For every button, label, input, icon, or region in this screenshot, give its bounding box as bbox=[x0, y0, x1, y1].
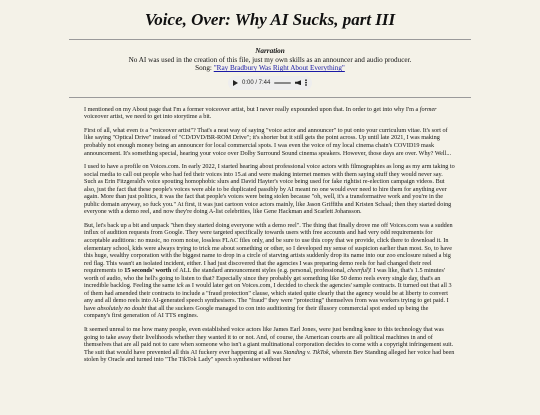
paragraph: I mentioned on my About page that I'm a former voiceover artist, but I never really expounded upon that. In order to get into why I'm a former voiceover artist, we need to get into storytime a bit. bbox=[84, 105, 437, 121]
narration-label: Narration bbox=[255, 47, 285, 55]
audio-seek-bar[interactable] bbox=[274, 82, 291, 84]
more-options-icon[interactable] bbox=[305, 79, 307, 86]
audio-player[interactable] bbox=[228, 76, 312, 90]
song-prefix: Song: bbox=[195, 64, 214, 73]
divider-top bbox=[69, 39, 471, 40]
song-link[interactable]: "Ray Bradbury Was Right About Everything" bbox=[213, 64, 345, 73]
divider-mid bbox=[69, 97, 471, 98]
narration-block bbox=[0, 47, 540, 73]
paragraph: It seemed unreal to me how many people, even established voice actors like James Earl Jones, were just bending knee to this technology that was going to take away their livelihoods whether they wanted it to or not. And, of course, the American courts are all political machines in and of themselves that are all paid not to care when someone who isn't a giant multinational corporation decides to come with a copyright infringement suit. The suit that would have prevented all this AI fuckery ever happening at all was Standing v. TikTok, wherein Bev Standing alleged her voice had been stolen by Oracle and turned into "The TikTok Lady" speech synthesiser without her bbox=[84, 326, 455, 364]
audio-time: 0:00 / 7:44 bbox=[242, 79, 271, 86]
paragraph: But, let's back up a bit and unpack "then they started doing everyone with a demo reel". The thing that finally drove me off Voices.com was a sudden influx of audition requests from Google. They were targeted specifically towards users with free accounts and had very odd requirements for acceptable auditions: no music, no room noise, lossless FLAC files only, and be sure to use this copy that we provide, click there to download it. In elementary school, kids were always trying to trick me about something or other, so I developed my sense of suspicion earlier than most. So, to have this huge, wealthy corporation with the biggest name to drop in a circle of starving artists suddenly drop its name into our zoo enclosure raised a big red flag. This wasn't an isolated incident, either. I had just discovered that the agencies I was preparing demo reels for had changed their reel requirements to 15 seconds' worth of ALL the standard announcement styles (e.g. personal, professional, cheerful)! I was like, that's 1.5 minutes' worth of audio, who the hell's going to listen to that? Especially since they probably get something like 50 demo reels every single day, that's an incredible backlog. Feeling the same ick as I would later get on Voices.com, I decided to check the agencies' sample contracts. It turned out that all 3 of them had amended their contracts to include a "fraud protection" clause, which stated quite clearly that the agency would be at liberty to convert any and all demo reels into AI-generated speech synthesisers. The "fraud" they were "protecting" themselves from was workers trying to get paid. I have absolutely no doubt that all the suckers Google managed to con into auditioning for their illusory commercial spot ended up being the company's first generation of AI TTS engines. bbox=[84, 221, 453, 320]
article-body bbox=[84, 106, 456, 364]
narration-note: No AI was used in the creation of this file, just my own skills as an announcer and audio producer. bbox=[128, 55, 412, 64]
song-line bbox=[0, 64, 540, 73]
paragraph: First of all, what even is a "voiceover artist"? That's a neat way of saying "voice actor and announcer" to put onto your curriculum vitae. It's sort of like saying "Optical Drive" instead of "CD/DVD/BR-ROM Drive"; it's shorter but it still gets the point across. Up until late 2021, I was making probably not enough money being an announcer for local commercial spots. I was even the voice of my local cinema chain's COVID19 mask announcement. It's something special, hearing your voice over Dolby Surround Sound cinema speakers. However, those days are over. Why? Well... bbox=[84, 126, 451, 157]
paragraph: I used to have a profile on Voices.com. In early 2022, I started hearing about professional voice actors with filmographies as long as my arm taking to social media to call out people who had fed their voices into 15.ai and were making internet memes with them saying stuff they would never say. Such as Erin Fitzgerald's voice spouting homophobic slurs and David Hayter's voice being used for fake rightist re-election campaign videos. But also, just the fact that these people's voices were able to be duplicated passibly by AI meant no one would ever need to hire them for anything ever again. More than just politics, it was the fact that people's voices were being stolen because "oh, well, it's a transformative work and you're in the public domain anyway, so fuck you." At first, it was just cartoon voice actors mainly, like Jason Griffiths and Kristen Schaal; then they started doing everyone with a demo reel, and now they're doing A-list celebrities, like Gene Hackman and Scarlett Johansson. bbox=[84, 163, 455, 216]
volume-icon[interactable] bbox=[295, 80, 301, 85]
play-icon[interactable] bbox=[233, 80, 238, 86]
page-title: Voice, Over: Why AI Sucks, part III bbox=[144, 10, 396, 29]
